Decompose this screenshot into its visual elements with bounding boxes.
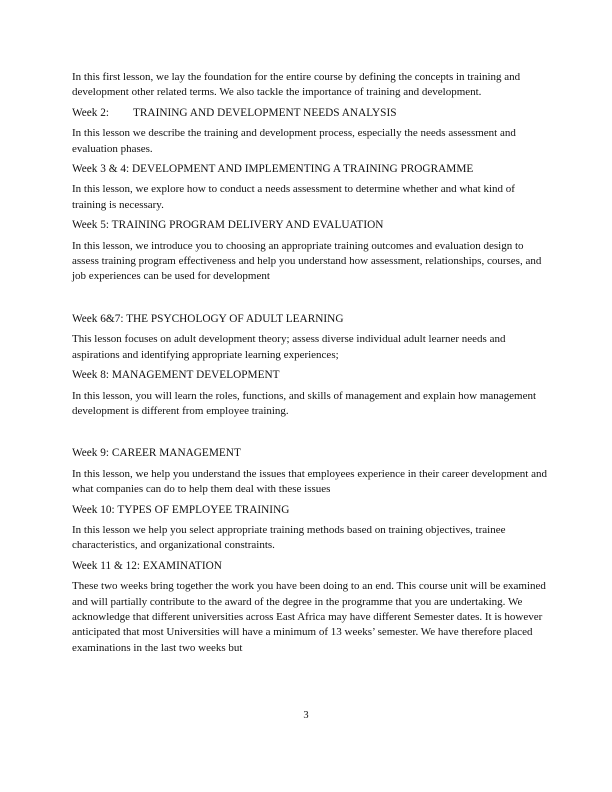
- week-5-heading: Week 5: TRAINING PROGRAM DELIVERY AND EVALUATION: [72, 219, 384, 232]
- week-2-title: TRAINING AND DEVELOPMENT NEEDS ANALYSIS: [133, 106, 397, 119]
- section-gap: [72, 424, 547, 446]
- week-11-12-heading: Week 11 & 12: EXAMINATION: [72, 559, 222, 572]
- week-6-7-heading: Week 6&7: THE PSYCHOLOGY OF ADULT LEARNING: [72, 312, 344, 325]
- week-8-body: In this lesson, you will learn the roles, functions, and skills of management and explain how management development is different from employee training.: [72, 389, 537, 417]
- week-3-4-heading: Week 3 & 4: DEVELOPMENT AND IMPLEMENTING A TRAINING PROGRAMME: [72, 163, 474, 176]
- week-10-body: In this lesson we help you select appropriate training methods based on training objectives, trainee characteristics, and organizational constraints.: [72, 523, 506, 552]
- page-number: 3: [303, 710, 309, 721]
- section-gap: [72, 290, 547, 312]
- week-9-body: In this lesson, we help you understand the issues that employees experience in their career development and what companies can do to help them deal with these issues: [72, 467, 547, 496]
- week-6-7-body: This lesson focuses on adult development theory; assess diverse individual adult learner needs and aspirations and identifying appropriate learning experiences;: [72, 333, 506, 361]
- intro-paragraph: In this first lesson, we lay the foundation for the entire course by defining the concepts in training and development other related terms. We also tackle the importance of training and development.: [72, 71, 521, 99]
- week-9-heading: Week 9: CAREER MANAGEMENT: [72, 447, 241, 460]
- week-11-12-body: These two weeks bring together the work you have been doing to an end. This course unit will be examined and will partially contribute to the award of the degree in the programme that you are undertaking. We acknowledge that different universities across East Africa may have different Semester dates. It is however anticipated that most Universities will have a minimum of 13 weeks’ semester. We have therefore placed examinations in the last two weeks but: [72, 580, 546, 654]
- week-2-heading: [72, 106, 547, 121]
- page-content: [72, 70, 547, 661]
- week-2-body: In this lesson we describe the training and development process, especially the needs assessment and evaluation phases.: [72, 127, 516, 155]
- week-10-heading: Week 10: TYPES OF EMPLOYEE TRAINING: [72, 503, 290, 516]
- week-2-label: Week 2:: [72, 106, 110, 119]
- week-8-heading: Week 8: MANAGEMENT DEVELOPMENT: [72, 369, 280, 382]
- week-3-4-body: In this lesson, we explore how to conduct a needs assessment to determine whether and what kind of training is necessary.: [72, 183, 515, 211]
- week-5-body: In this lesson, we introduce you to choosing an appropriate training outcomes and evaluation design to assess training program effectiveness and help you understand how assessment, relationships, courses, and job experiences can be used for development: [72, 239, 542, 283]
